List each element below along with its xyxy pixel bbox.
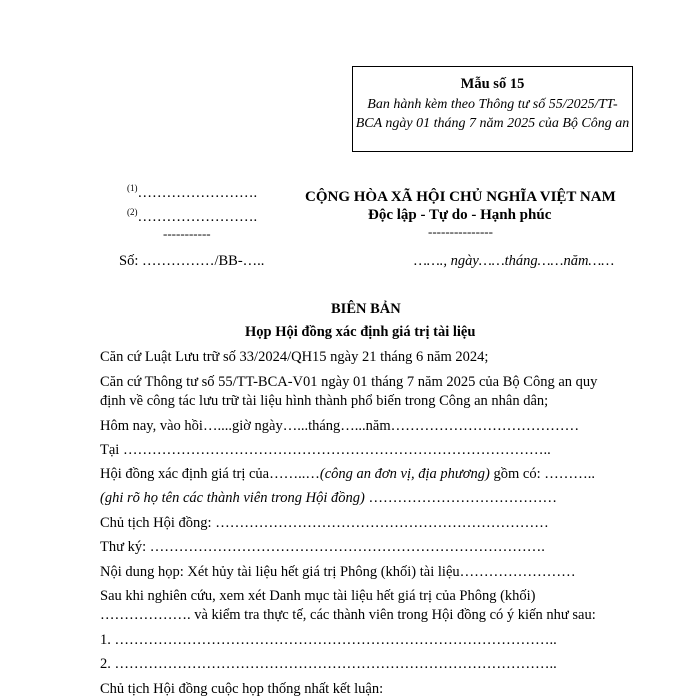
form-issued-by: Ban hành kèm theo Thông tư số 55/2025/TT-BCA ngày 01 tháng 7 năm 2025 của Bộ Công an <box>355 97 630 131</box>
form-code: Mẫu số 15 <box>460 76 525 92</box>
national-motto: Độc lập - Tự do - Hạnh phúc <box>368 207 552 223</box>
members-dots: ………………………………… <box>364 490 557 506</box>
review-line-1: Sau khi nghiên cứu, xem xét Danh mục tài liệu hết giá trị của Phông (khối) <box>100 588 536 604</box>
council-line-c: gồm có: ……….. <box>489 466 595 482</box>
legal-basis-law: Căn cứ Luật Lưu trữ số 33/2024/QH15 ngày 21 tháng 6 năm 2024; <box>100 349 489 365</box>
document-subtitle: Họp Hội đồng xác định giá trị tài liệu <box>245 324 476 340</box>
country-name: CỘNG HÒA XÃ HỘI CHỦ NGHĨA VIỆT NAM <box>305 189 616 205</box>
agency-line-2 <box>127 209 257 226</box>
document-number: Số: ……………/BB-….. <box>119 253 265 269</box>
legal-basis-circular-2: định về công tác lưu trữ tài liệu hình thành phổ biến trong Công an nhân dân; <box>100 393 549 409</box>
council-unit-hint: (công an đơn vị, địa phương) <box>319 466 490 482</box>
review-line-2: ………………. và kiểm tra thực tế, các thành viên trong Hội đồng có ý kiến như sau: <box>100 607 596 623</box>
agency-line-2-dots: ……………………. <box>137 209 258 225</box>
document-title: BIÊN BẢN <box>331 301 401 317</box>
agency-line-1-dots: ……………………. <box>137 185 258 201</box>
agency-divider: ----------- <box>163 226 211 241</box>
conclusion-line: Chủ tịch Hội đồng cuộc họp thống nhất kết luận: <box>100 681 384 697</box>
council-line <box>100 466 595 483</box>
motto-divider: --------------- <box>428 224 493 239</box>
date-line: ……., ngày……tháng……năm…… <box>414 253 615 269</box>
opinion-1: 1. ……………………………………………………………………………….. <box>100 632 557 648</box>
members-hint: (ghi rõ họ tên các thành viên trong Hội đồng) <box>100 490 365 506</box>
members-line <box>100 490 557 507</box>
form-number-box <box>352 66 633 152</box>
chairman-line: Chủ tịch Hội đồng: …………………………………………………………… <box>100 515 549 531</box>
opinion-2: 2. ……………………………………………………………………………….. <box>100 656 557 672</box>
meeting-content: Nội dung họp: Xét hủy tài liệu hết giá trị Phông (khối) tài liệu…………………… <box>100 564 576 580</box>
secretary-line: Thư ký: ………………………………………………………………………. <box>100 539 545 555</box>
meeting-time: Hôm nay, vào hồi…....giờ ngày…...tháng…...năm………………………………… <box>100 418 580 434</box>
council-line-a: Hội đồng xác định giá trị của……..… <box>100 466 320 482</box>
meeting-place: Tại …………………………………………………………………………….. <box>100 442 551 458</box>
legal-basis-circular-1: Căn cứ Thông tư số 55/TT-BCA-V01 ngày 01 tháng 7 năm 2025 của Bộ Công an quy <box>100 374 598 390</box>
agency-line-1-marker: (1) <box>127 183 138 193</box>
agency-line-1 <box>127 185 257 202</box>
agency-line-2-marker: (2) <box>127 207 138 217</box>
